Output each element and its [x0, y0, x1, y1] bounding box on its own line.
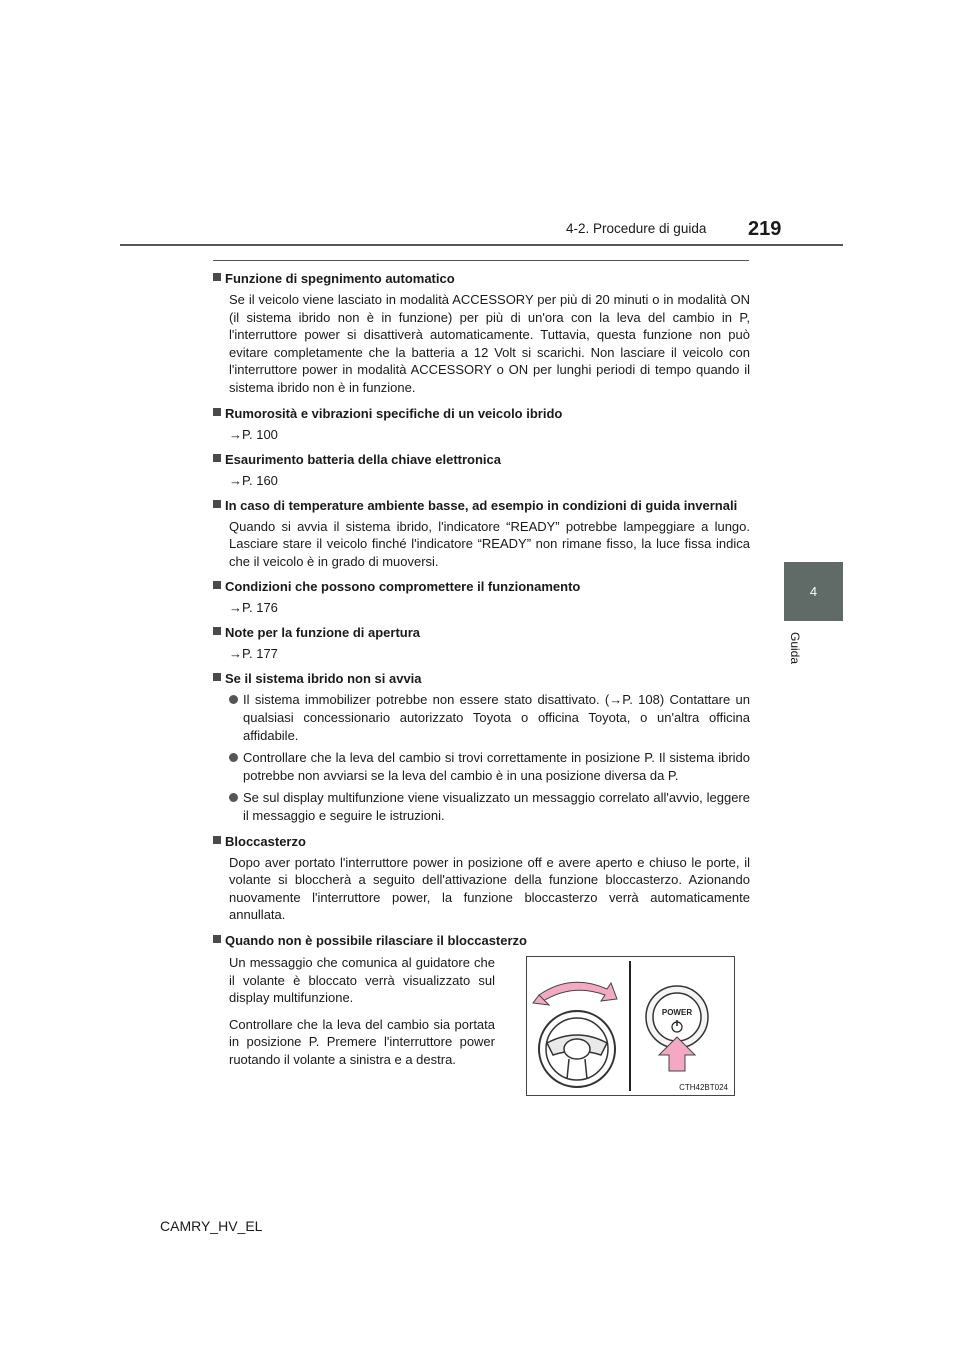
circle-bullet-icon: [229, 753, 238, 762]
chapter-number: 4: [809, 584, 818, 599]
square-bullet-icon: [213, 581, 221, 589]
section-no-start: [213, 670, 750, 824]
section-noise-vibration: [213, 405, 750, 443]
section-heading: Esaurimento batteria della chiave elettronica: [213, 451, 750, 468]
square-bullet-icon: [213, 627, 221, 635]
section-text: Quando si avvia il sistema ibrido, l'indicatore “READY” potrebbe lampeggiare a lungo. Lasciare stare il veicolo finché l'indicatore “READY” non rimane fisso, la luce fissa indica che il veicolo è in grado di muoversi.: [229, 518, 750, 569]
section-unlock-notes: [213, 624, 750, 662]
main-content: [213, 270, 750, 957]
page-number: 219: [748, 218, 782, 240]
section-heading: Se il sistema ibrido non si avvia: [213, 670, 750, 687]
section-steering-lock: [213, 833, 750, 924]
figure-id: CTH42BT024: [679, 1083, 728, 1092]
section-heading: Note per la funzione di apertura: [213, 624, 750, 641]
section-heading: Condizioni che possono compromettere il funzionamento: [213, 578, 750, 595]
steering-wheel-power-illustration: [527, 957, 734, 1095]
section-heading: Bloccasterzo: [213, 833, 750, 850]
rotation-arrow-icon: [539, 982, 617, 1001]
section-text: Un messaggio che comunica al guidatore che il volante è bloccato verrà visualizzato sul display multifunzione.: [229, 955, 495, 1006]
page-reference: →P. 100: [229, 426, 278, 442]
section-heading: Rumorosità e vibrazioni specifiche di un veicolo ibrido: [213, 405, 750, 422]
page-reference: →P. 176: [229, 600, 278, 616]
square-bullet-icon: [213, 935, 221, 943]
circle-bullet-icon: [229, 793, 238, 802]
square-bullet-icon: [213, 273, 221, 281]
section-release-lock: [213, 932, 750, 949]
section-text: Dopo aver portato l'interruttore power in posizione off e avere aperto e chiuso le porte, il volante si bloccherà a seguito dell'attivazione della funzione bloccasterzo. Azionando nuovamente l'interruttore power, la funzione bloccasterzo verrà automaticamente annullata.: [229, 854, 750, 923]
page-reference: →P. 177: [229, 646, 278, 662]
page-reference: →P. 160: [229, 472, 278, 488]
square-bullet-icon: [213, 673, 221, 681]
content-rule: [213, 260, 749, 261]
section-key-battery: [213, 451, 750, 489]
chapter-tab: [784, 562, 843, 621]
header-rule: [120, 244, 843, 246]
list-item: Il sistema immobilizer potrebbe non essere stato disattivato. (→P. 108) Contattare un qualsiasi concessionario autorizzato Toyota o officina Toyota, o un'altra officina affidabile.: [229, 691, 750, 744]
section-text: Se il veicolo viene lasciato in modalità ACCESSORY per più di 20 minuti o in modalità ON (il sistema ibrido non è in funzione) per più di un'ora con la leva del cambio in P, l'interruttore power si disattiverà automaticamente. Tuttavia, questa funzione non può evitare completamente che la batteria a 12 Volt si scarichi. Non lasciare il veicolo con l'interruttore power in modalità ACCESSORY o ON per lunghi periodi di tempo quando il sistema ibrido non è in funzione.: [229, 292, 750, 395]
chapter-name: Guida: [788, 632, 802, 665]
square-bullet-icon: [213, 500, 221, 508]
steering-power-figure: [526, 956, 735, 1096]
section-heading: In caso di temperature ambiente basse, ad esempio in condizioni di guida invernali: [213, 497, 750, 514]
section-heading: Funzione di spegnimento automatico: [213, 270, 750, 287]
square-bullet-icon: [213, 454, 221, 462]
power-button-label: POWER: [661, 1008, 693, 1017]
square-bullet-icon: [213, 836, 221, 844]
section-conditions: [213, 578, 750, 616]
steering-wheel-icon: [539, 1011, 615, 1087]
section-heading: Quando non è possibile rilasciare il bloccasterzo: [213, 932, 750, 949]
release-lock-text: [229, 954, 495, 1074]
list-item: Se sul display multifunzione viene visualizzato un messaggio correlato all'avvio, leggere il messaggio e seguire le istruzioni.: [229, 789, 750, 824]
chapter-side-label: [788, 632, 802, 712]
section-low-temperature: [213, 497, 750, 571]
square-bullet-icon: [213, 408, 221, 416]
circle-bullet-icon: [229, 695, 238, 704]
section-auto-off: [213, 270, 750, 397]
footer-model: CAMRY_HV_EL: [160, 1218, 263, 1234]
section-title: 4-2. Procedure di guida: [566, 221, 707, 236]
section-text: Controllare che la leva del cambio sia portata in posizione P. Premere l'interruttore power ruotando il volante a sinistra e a destra.: [229, 1016, 495, 1067]
list-item: Controllare che la leva del cambio si trovi correttamente in posizione P. Il sistema ibrido potrebbe non avviarsi se la leva del cambio è in una posizione diversa da P.: [229, 749, 750, 784]
